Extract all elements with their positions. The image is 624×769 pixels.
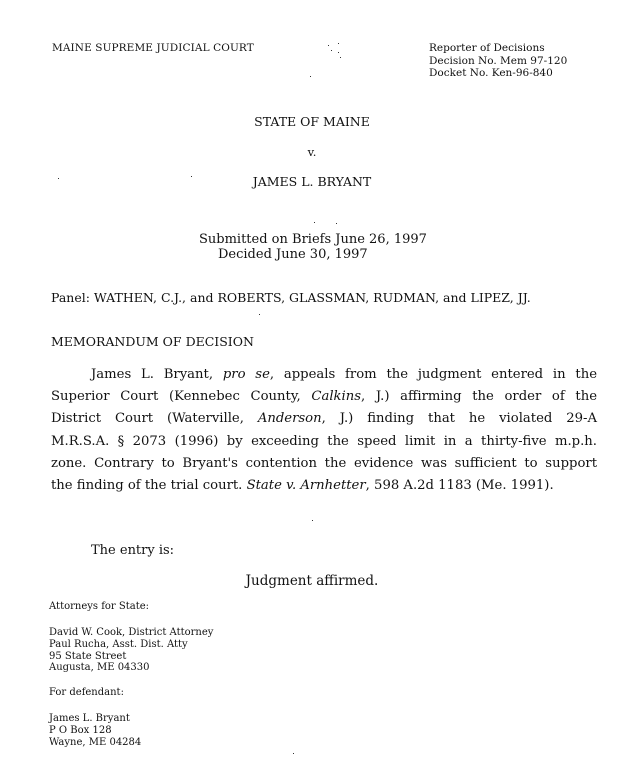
reporter-of-decisions: Reporter of Decisions xyxy=(429,42,545,54)
state-attorney-city: Augusta, ME 04330 xyxy=(49,662,150,674)
caption-versus: v. xyxy=(307,145,317,159)
defendant-city: Wayne, ME 04284 xyxy=(49,736,142,748)
decision-number: Decision No. Mem 97-120 xyxy=(429,54,568,67)
body-line-3 xyxy=(51,408,597,430)
text-fragment: , appeals from the judgment entered in the xyxy=(269,367,597,382)
attorneys-for-state-block xyxy=(49,627,213,674)
memorandum-title: MEMORANDUM OF DECISION xyxy=(51,334,254,349)
scan-speck xyxy=(191,176,192,177)
for-defendant-heading: For defendant: xyxy=(49,687,124,698)
scan-speck xyxy=(310,76,311,77)
caption-defendant: JAMES L. BRYANT xyxy=(252,174,372,189)
text-fragment: Superior Court (Kennebec County, xyxy=(51,389,312,405)
scan-speck xyxy=(58,178,59,179)
attorneys-for-state-heading: Attorneys for State: xyxy=(49,601,150,612)
submitted-date: Submitted on Briefs June 26, 1997 xyxy=(199,232,427,247)
scan-speck xyxy=(328,45,329,46)
panel-line: Panel: WATHEN, C.J., and ROBERTS, GLASSMAN, RUDMAN, and LIPEZ, JJ. xyxy=(51,290,531,305)
defendant-name: James L. Bryant xyxy=(49,713,130,724)
scan-speck xyxy=(293,753,294,754)
text-fragment: , J.) finding that he violated 29-A xyxy=(321,411,597,427)
text-fragment: the finding of the trial court. xyxy=(51,478,247,494)
dates-block xyxy=(199,232,427,262)
caption-plaintiff: STATE OF MAINE xyxy=(254,114,370,129)
entry-label: The entry is: xyxy=(91,543,175,558)
scan-speck xyxy=(314,222,315,223)
decided-date: Decided June 30, 1997 xyxy=(218,247,368,262)
case-citation-italic: State v. Arnhetter xyxy=(246,478,366,494)
body-line-2 xyxy=(51,386,597,408)
judge-anderson-italic: Anderson xyxy=(257,411,322,427)
reporter-block xyxy=(429,42,567,80)
scan-speck xyxy=(338,52,339,53)
judge-calkins-italic: Calkins xyxy=(311,389,362,405)
scan-speck xyxy=(338,43,339,44)
docket-number: Docket No. Ken-96-840 xyxy=(429,67,553,79)
body-line-6 xyxy=(51,475,597,497)
pro-se-italic: pro se xyxy=(222,367,270,382)
decision-body xyxy=(51,364,597,497)
text-fragment: , 598 A.2d 1183 (Me. 1991). xyxy=(365,478,554,494)
defendant-address: P O Box 128 xyxy=(49,724,112,736)
body-line-4: M.R.S.A. § 2073 (1996) by exceeding the speed limit in a thirty-five m.p.h. xyxy=(51,433,597,449)
court-name: MAINE SUPREME JUDICIAL COURT xyxy=(52,42,254,54)
scan-speck xyxy=(312,520,313,521)
scan-speck xyxy=(336,223,337,224)
scan-speck xyxy=(340,57,341,58)
text-fragment: James L. Bryant, xyxy=(91,367,223,382)
defendant-block xyxy=(49,713,141,748)
state-attorney-line: Paul Rucha, Asst. Dist. Atty xyxy=(49,638,188,650)
scan-speck xyxy=(331,50,332,51)
judgment-text: Judgment affirmed. xyxy=(245,573,379,589)
text-fragment: , J.) affirming the order of the xyxy=(361,389,597,405)
text-fragment: District Court (Waterville, xyxy=(51,411,258,427)
body-line-5: zone. Contrary to Bryant's contention the evidence was sufficient to support xyxy=(51,455,597,471)
scan-speck xyxy=(259,314,260,315)
state-attorney-line: David W. Cook, District Attorney xyxy=(49,627,214,638)
state-attorney-address: 95 State Street xyxy=(49,650,127,662)
body-line-1 xyxy=(51,364,597,386)
